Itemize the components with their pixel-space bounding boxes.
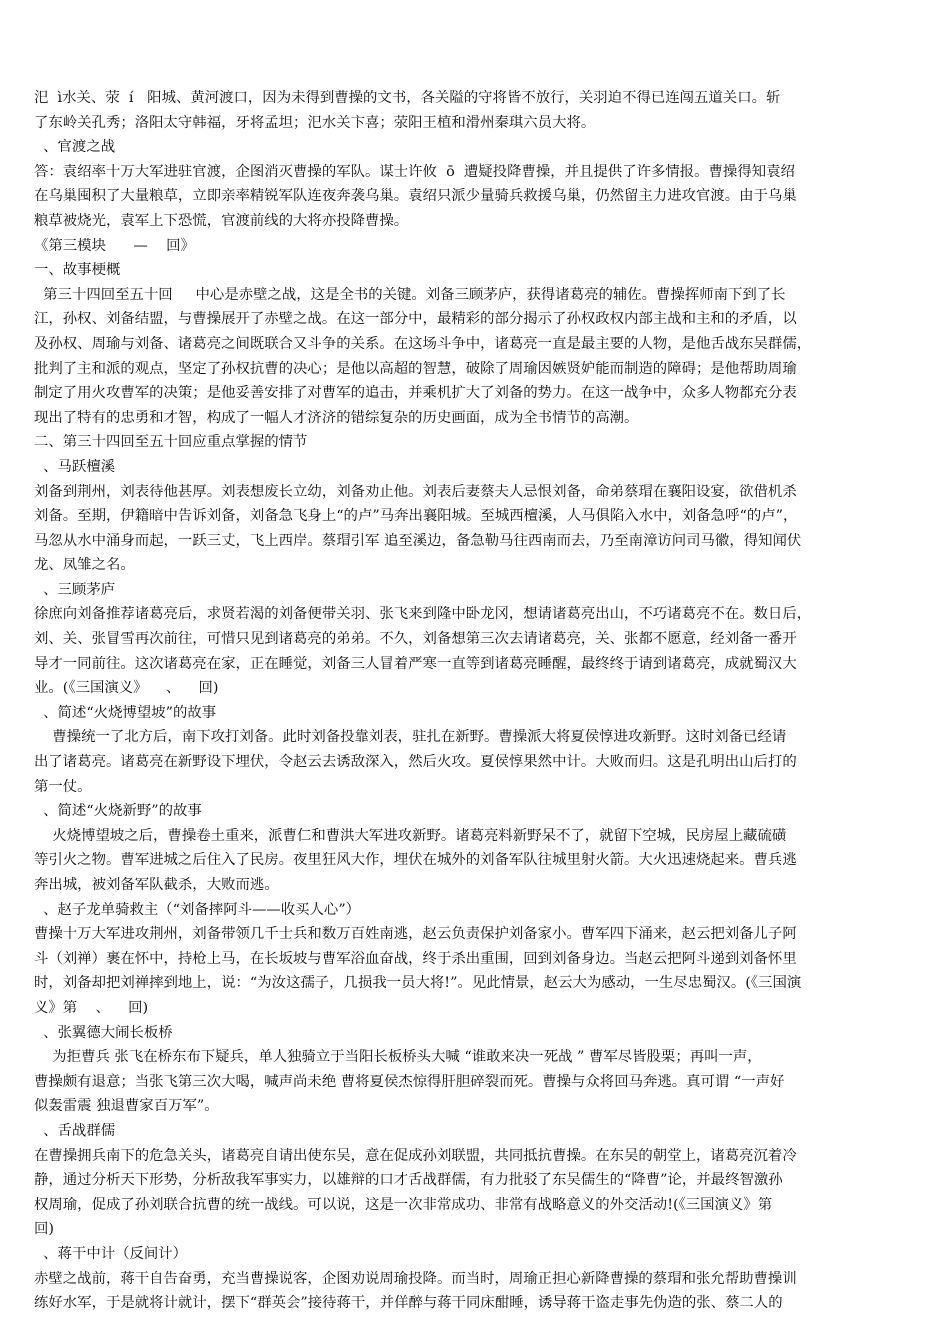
text-line: 、舌战群儒 (34, 1122, 116, 1139)
text-line: 了东岭关孔秀；洛阳太守韩福，牙将孟坦；汜水关卞喜；荥阳王植和滑州秦琪六员大将。 (34, 114, 596, 131)
text-line: 《第三模块 — 回》 (34, 237, 195, 254)
text-line: 、蒋干中计（反间计） (34, 1245, 188, 1262)
text-block (34, 86, 930, 1316)
text-line: 在曹操拥兵南下的危急关头，诸葛亮自请出使东吴，意在促成孙刘联盟，共同抵抗曹操。在东吴的朝堂上，诸葛亮沉着冷 (34, 1147, 797, 1164)
text-line: 等引火之物。曹军进城之后住入了民房。夜里狂风大作，埋伏在城外的刘备军队往城里射火箭。大火迅速烧起来。曹兵逃 (34, 852, 797, 869)
text-line: 出了诸葛亮。诸葛亮在新野设下埋伏，令赵云去诱敌深入，然后火攻。夏侯惇果然中计。大败而归。这是孔明出山后打的 (34, 754, 797, 771)
text-line: 二、第三十四回至五十回应重点掌握的情节 (34, 434, 308, 451)
text-line: 、三顾茅庐 (34, 581, 116, 598)
text-line: 斗（刘禅）裹在怀中，持枪上马，在长坂坡与曹军浴血奋战，终于杀出重围，回到刘备身边。当赵云把阿斗递到刘备怀里 (34, 950, 797, 967)
text-line: 曹操颇有退意；当张飞第三次大喝，喊声尚未绝 曹将夏侯杰惊得肝胆碎裂而死。曹操与众将回马奔逃。真可谓 “一声好 (34, 1073, 785, 1090)
text-line: 、官渡之战 (34, 139, 116, 156)
text-line: 第一仗。 (34, 778, 92, 795)
text-line: 静，通过分析天下形势，分析敌我军事实力，以雄辩的口才舌战群儒，有力批驳了东吴儒生的“降曹”论，并最终智激孙 (34, 1172, 783, 1189)
text-line: 、马跃檀溪 (34, 458, 116, 475)
text-line: 奔出城，被刘备军队截杀，大败而逃。 (34, 877, 279, 893)
text-line: 业。(《三国演义》 、 回) (34, 680, 219, 697)
text-line: 为拒曹兵 张飞在桥东布下疑兵，单人独骑立于当阳长板桥头大喊 “谁敢来决一死战 ” 曹军尽皆股栗；再叫一声， (34, 1049, 762, 1066)
text-line: 刘、关、张冒雪再次前往，可惜只见到诸葛亮的弟弟。不久，刘备想第三次去请诸葛亮，关、张都不愿意，经刘备一番开 (34, 631, 797, 648)
text-line: 时，刘备却把刘禅摔到地上，说：“为汝这孺子，几损我一员大将!”。见此情景，赵云大为感动，一生尽忠蜀汉。(《三国演 (34, 975, 802, 992)
text-line: 马忽从水中涌身而起，一跃三丈，飞上西岸。蔡瑁引军 追至溪边，备急勒马往西南而去，乃至南漳访问司马徽，得知闻伏 (34, 532, 802, 549)
text-line: 权周瑜，促成了孙刘联合抗曹的统一战线。可以说，这是一次非常成功、非常有战略意义的外交活动!(《三国演义》第 (34, 1196, 773, 1213)
text-line: 义》第 、 回) (34, 999, 149, 1016)
text-line: 制定了用火攻曹军的决策；是他妥善安排了对曹军的追击，并乘机扩大了刘备的势力。在这一战争中，众多人物都充分表 (34, 385, 797, 402)
text-line: 曹操十万大军进攻荆州，刘备带领几千士兵和数万百姓南逃，赵云负责保护刘备家小。曹军四下涌来，赵云把刘备儿子阿 (34, 926, 797, 943)
text-line: 似轰雷震 独退曹家百万军”。 (34, 1098, 219, 1115)
text-line: 、简述“火烧博望坡”的故事 (34, 704, 217, 721)
text-line: 粮草被烧光，袁军上下恐慌，官渡前线的大将亦投降曹操。 (34, 212, 409, 229)
text-line: 龙、凤雏之名。 (34, 557, 135, 574)
text-line: 、简述“火烧新野”的故事 (34, 803, 202, 820)
text-line: 江，孙权、刘备结盟，与曹操展开了赤壁之战。在这一部分中，最精彩的部分揭示了孙权政权内部主战和主和的矛盾，以 (34, 311, 797, 328)
text-line: 在乌巢囤积了大量粮草，立即亲率精锐军队连夜奔袭乌巢。袁绍只派少量骑兵救援乌巢，仍然留主力进攻官渡。由于乌巢 (34, 188, 797, 205)
text-line: 徐庶向刘备推荐诸葛亮后，求贤若渴的刘备便带关羽、张飞来到隆中卧龙冈，想请诸葛亮出山，不巧诸葛亮不在。数日后， (34, 606, 812, 623)
text-line: 答：袁绍率十万大军进驻官渡，企图消灭曹操的军队。谋士许攸 ō 遭疑投降曹操，并且提供了许多情报。曹操得知袁绍 (34, 163, 795, 180)
text-line: 汜 ì水关、荥 í 阳城、黄河渡口，因为未得到曹操的文书，各关隘的守将皆不放行，关羽迫不得已连闯五道关口。斩 (34, 90, 781, 106)
text-line: 刘备到荆州，刘表待他甚厚。刘表想废长立幼，刘备劝止他。刘表后妻蔡夫人忌恨刘备，命弟蔡瑁在襄阳设宴，欲借机杀 (34, 483, 797, 500)
text-line: 现出了特有的忠勇和才智，构成了一幅人才济济的错综复杂的历史画面，成为全书情节的高潮。 (34, 409, 639, 426)
text-line: 、张翼德大闹长板桥 (34, 1024, 173, 1041)
text-line: 刘备。至期，伊籍暗中告诉刘备，刘备急飞身上“的卢”马奔出襄阳城。至城西檀溪，人马俱陷入水中，刘备急呼“的卢”， (34, 508, 798, 525)
text-line: 曹操统一了北方后，南下攻打刘备。此时刘备投靠刘表，驻扎在新野。曹操派大将夏侯惇进攻新野。这时刘备已经请 (34, 729, 787, 746)
text-line: 批判了主和派的观点，坚定了孙权抗曹的决心；是他以高超的智慧，破除了周瑜因嫉贤妒能而制造的障碍；是他帮助周瑜 (34, 360, 797, 377)
text-line: 第三十四回至五十回 中心是赤壁之战，这是全书的关键。刘备三顾茅庐，获得诸葛亮的辅佐。曹操挥师南下到了长 (34, 286, 786, 303)
text-line: 火烧博望坡之后，曹操卷土重来，派曹仁和曹洪大军进攻新野。诸葛亮料新野呆不了，就留下空城，民房屋上藏硫磺 (34, 827, 787, 844)
text-line: 练好水军，于是就将计就计，摆下“群英会”接待蒋干，并佯醉与蒋干同床酣睡，诱导蒋干盗走事先伪造的张、蔡二人的 (34, 1295, 783, 1312)
text-line: 及孙权、周瑜与刘备、诸葛亮之间既联合又斗争的关系。在这场斗争中，诸葛亮一直是最主要的人物，是他舌战东吴群儒， (34, 335, 812, 352)
text-line: 回) (34, 1221, 55, 1238)
text-line: 一、故事梗概 (34, 262, 121, 279)
text-line: 赤壁之战前，蒋干自告奋勇，充当曹操说客，企图劝说周瑜投降。而当时，周瑜正担心新降曹操的蔡瑁和张允帮助曹操训 (34, 1270, 797, 1287)
text-line: 导才一同前往。这次诸葛亮在家，正在睡觉，刘备三人冒着严寒一直等到诸葛亮睡醒，最终终于请到诸葛亮，成就蜀汉大 (34, 655, 797, 672)
text-line: 、赵子龙单骑救主（“刘备摔阿斗——收买人心”） (34, 901, 361, 918)
